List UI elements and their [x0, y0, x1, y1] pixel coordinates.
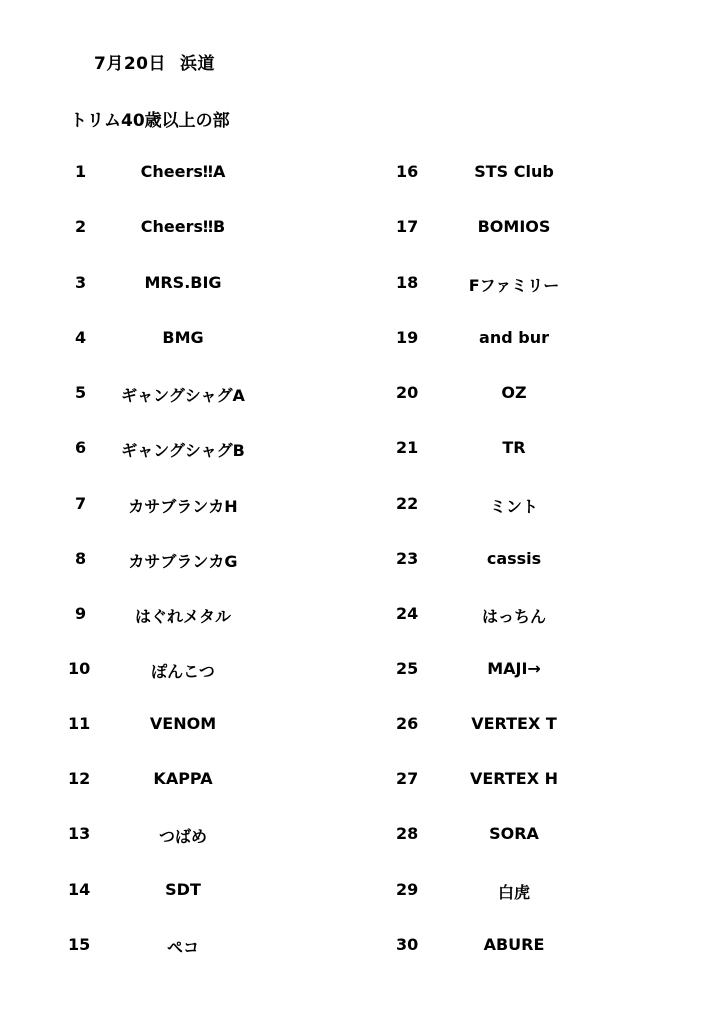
- team-name: ABURE: [483, 935, 545, 954]
- entry-number: 4: [75, 328, 87, 347]
- event-venue: 浜道: [180, 54, 215, 74]
- team-name: カサブランカG: [128, 552, 238, 571]
- entry-number: 2: [75, 217, 87, 236]
- team-name: VENOM: [149, 714, 217, 733]
- team-name: STS Club: [474, 162, 554, 181]
- entry-number: 24: [396, 604, 419, 623]
- team-name: はぐれメタル: [134, 607, 232, 626]
- entry-number: 15: [68, 935, 91, 954]
- team-name: ぽんこつ: [151, 662, 215, 681]
- team-name: 白虎: [497, 883, 531, 902]
- entry-number: 6: [75, 438, 87, 457]
- team-name: ペコ: [166, 938, 200, 957]
- entry-number: 18: [396, 273, 419, 292]
- entry-number: 11: [68, 714, 91, 733]
- entry-number: 5: [75, 383, 87, 402]
- team-name: ギャングシャグA: [121, 386, 245, 405]
- entry-number: 9: [75, 604, 87, 623]
- entry-number: 7: [75, 494, 87, 513]
- team-name: Fファミリー: [468, 276, 560, 295]
- team-name: TR: [502, 438, 526, 457]
- team-name: Cheers‼A: [140, 162, 226, 181]
- entry-number: 3: [75, 273, 87, 292]
- entry-number: 26: [396, 714, 419, 733]
- entry-number: 25: [396, 659, 419, 678]
- entry-number: 19: [396, 328, 419, 347]
- team-name: VERTEX T: [471, 714, 557, 733]
- entry-number: 27: [396, 769, 419, 788]
- entry-number: 10: [68, 659, 91, 678]
- team-name: SORA: [489, 824, 539, 843]
- team-name: カサブランカH: [128, 497, 238, 516]
- team-name: ギャングシャグB: [121, 441, 245, 460]
- entry-number: 23: [396, 549, 419, 568]
- entry-number: 1: [75, 162, 87, 181]
- entry-number: 30: [396, 935, 419, 954]
- team-name: Cheers‼B: [140, 217, 226, 236]
- entry-number: 22: [396, 494, 419, 513]
- team-name: MRS.BIG: [144, 273, 222, 292]
- entry-number: 29: [396, 880, 419, 899]
- entry-number: 17: [396, 217, 419, 236]
- team-name: MAJI→: [487, 659, 541, 678]
- team-name: cassis: [486, 549, 542, 568]
- team-name: つばめ: [158, 827, 208, 846]
- entry-number: 13: [68, 824, 91, 843]
- division-title: トリム40歳以上の部: [70, 111, 230, 131]
- team-name: and bur: [479, 328, 549, 347]
- team-name: KAPPA: [153, 769, 213, 788]
- entry-number: 21: [396, 438, 419, 457]
- team-name: BMG: [162, 328, 204, 347]
- entry-number: 28: [396, 824, 419, 843]
- entry-number: 16: [396, 162, 419, 181]
- entry-number: 8: [75, 549, 87, 568]
- entry-number: 12: [68, 769, 91, 788]
- entry-number: 14: [68, 880, 91, 899]
- team-name: はっちん: [481, 607, 547, 626]
- entry-number: 20: [396, 383, 419, 402]
- team-name: BOMIOS: [477, 217, 551, 236]
- team-name: ミント: [489, 497, 539, 516]
- team-name: OZ: [501, 383, 527, 402]
- event-date: 7月20日: [94, 54, 166, 74]
- team-name: VERTEX H: [469, 769, 559, 788]
- team-name: SDT: [165, 880, 201, 899]
